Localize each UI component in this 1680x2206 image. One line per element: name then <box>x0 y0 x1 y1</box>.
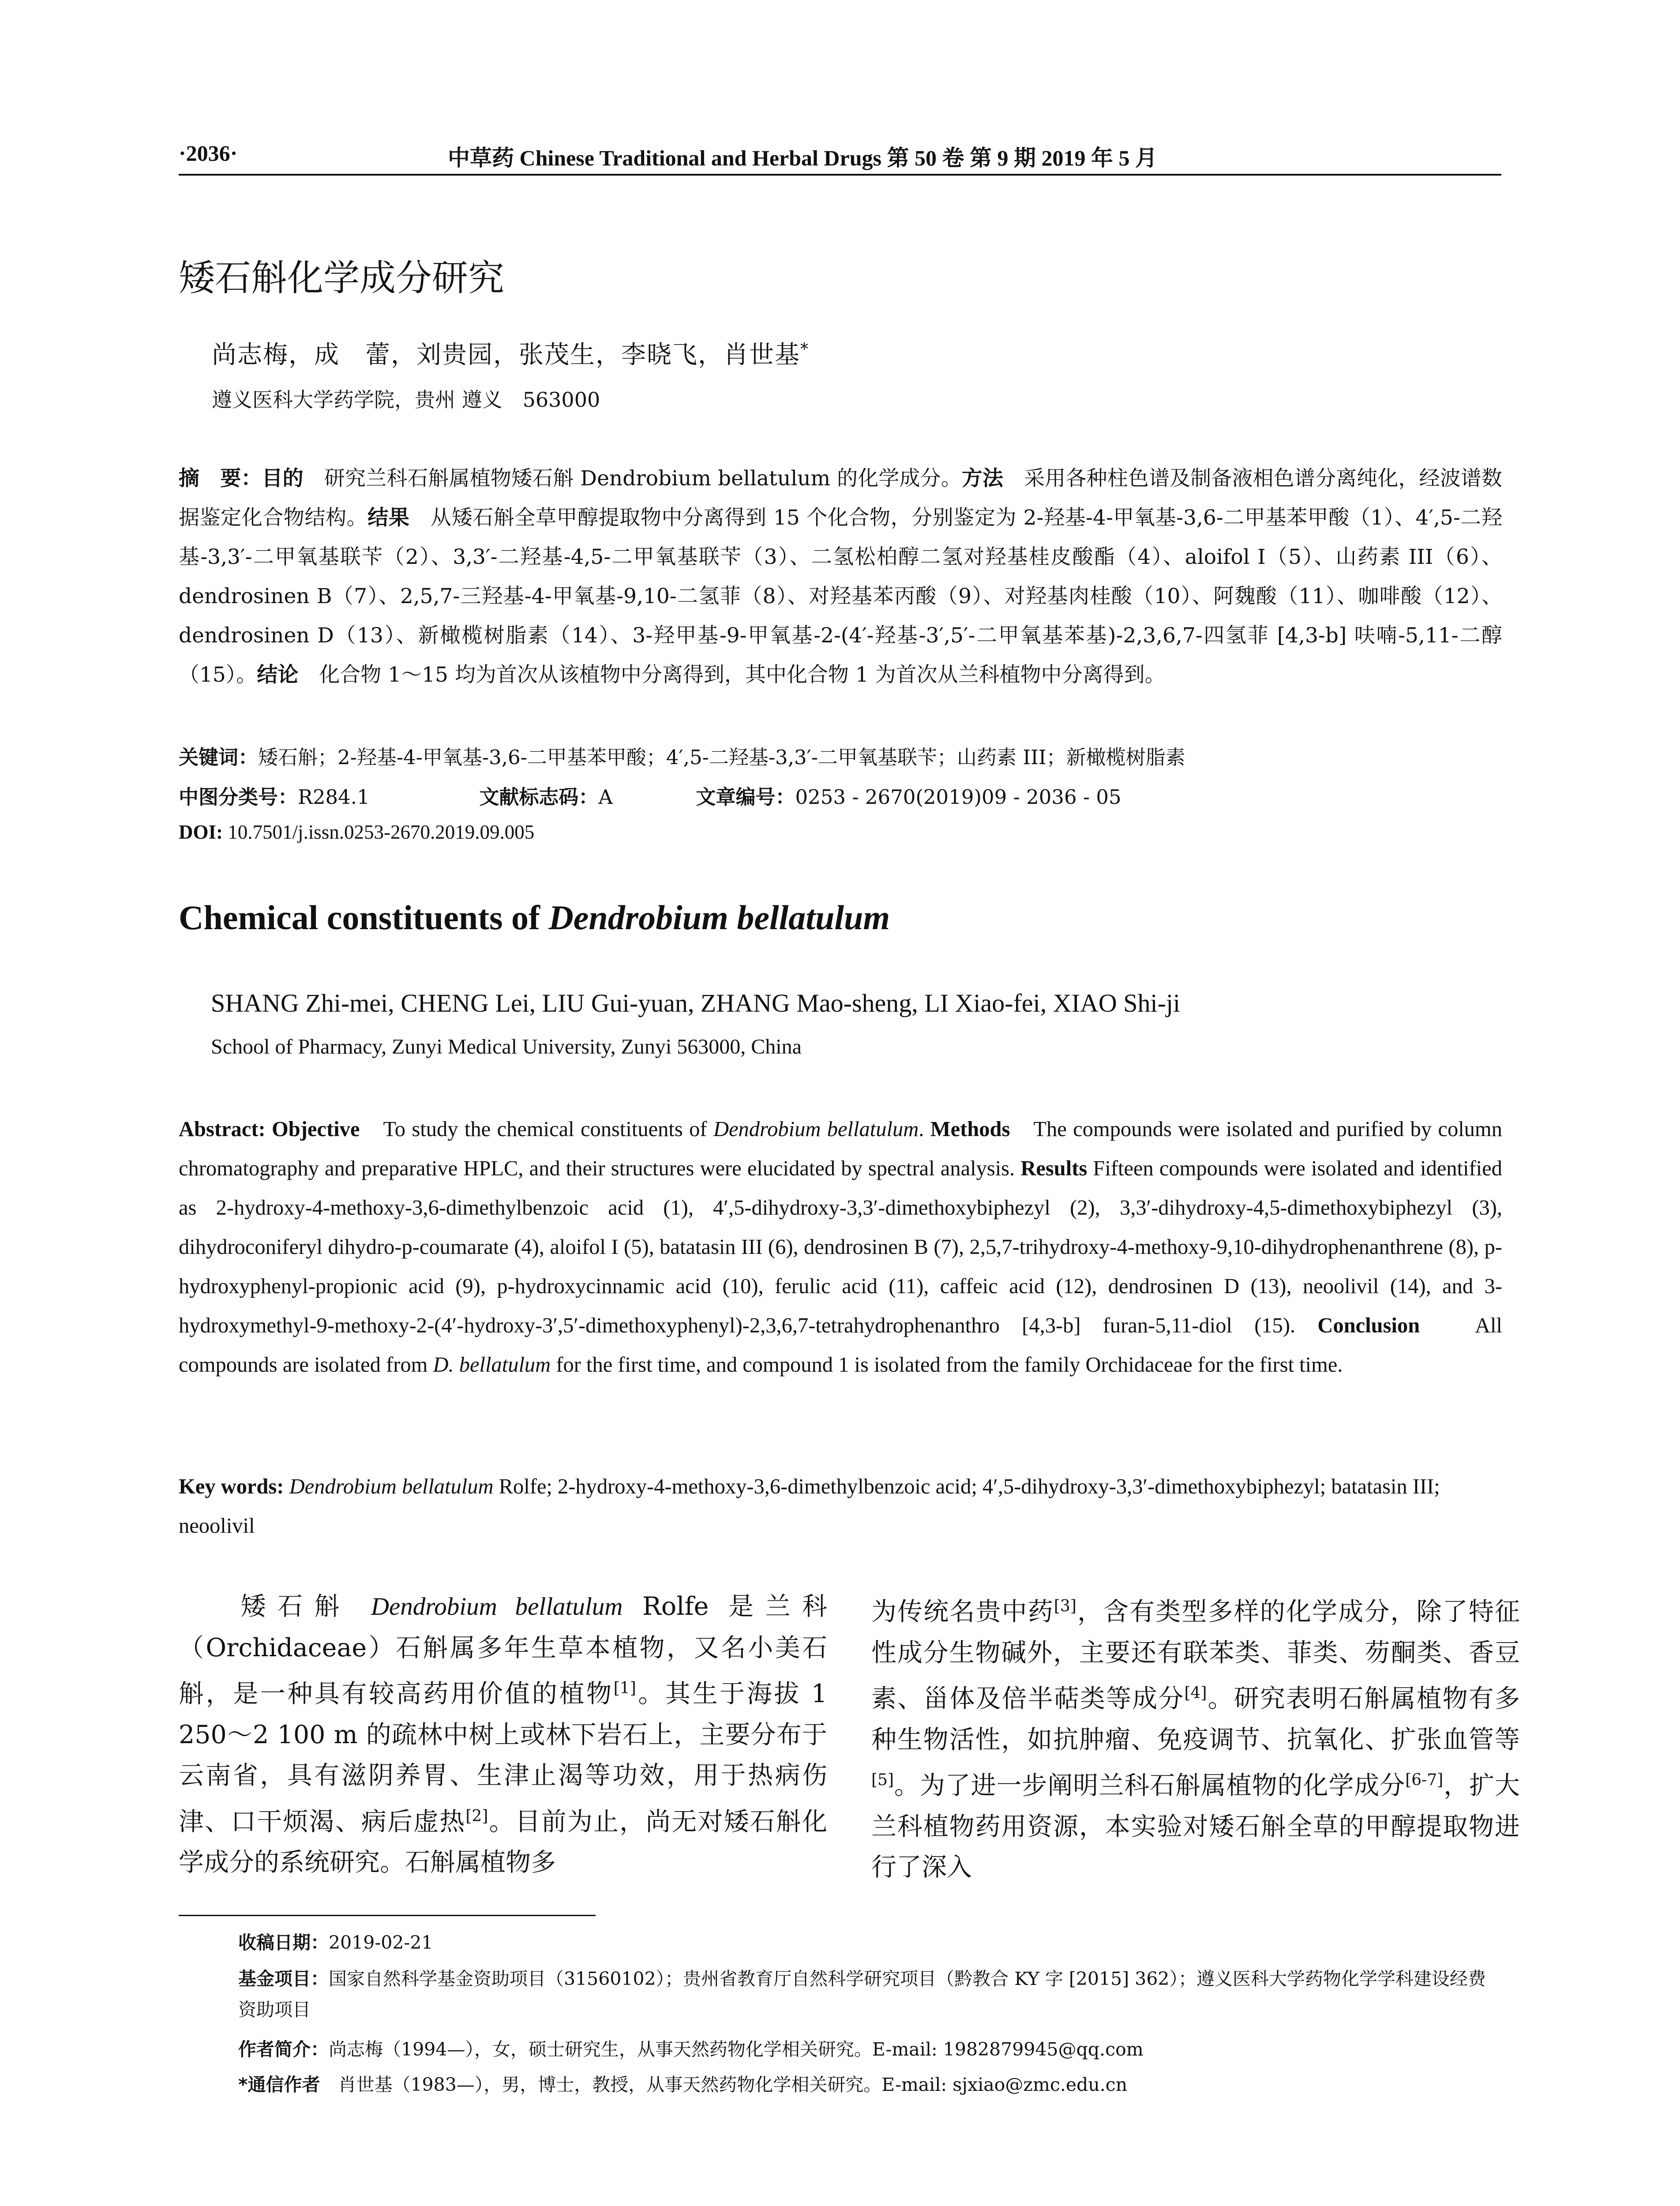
keywords-en: Key words: Dendrobium bellatulum Rolfe; 2-hydroxy-4-methoxy-3,6-dimethylbenzoic acid; 4′,5-dihydroxy-3,3′-dimethoxybiphezyl; batatasin III; neoolivil <box>179 1475 1440 1538</box>
abstract-label: 摘 要： <box>179 466 262 491</box>
citation-ref: [4] <box>1184 1684 1207 1702</box>
title-zh: 矮石斛化学成分研究 <box>179 257 505 299</box>
footnote-fund: 基金项目：国家自然科学基金资助项目（31560102）；贵州省教育厅自然科学研究项目（黔教合 KY 字 [2015] 362）；遵义医科大学药物化学学科建设经费资助项目 <box>238 1968 1486 2020</box>
corresponding-mark: * <box>800 340 809 359</box>
title-en: Chemical constituents of Dendrobium bellatulum <box>179 898 890 937</box>
doi-link: 10.7501/j.issn.0253-2670.2019.09.005 <box>223 821 535 843</box>
body-column-right: 为传统名贵中药[3]，含有类型多样的化学成分，除了特征性成分生物碱外，主要还有联苯类、菲类、芴酮类、香豆素、甾体及倍半萜类等成分[4]。研究表明石斛属植物有多种生物活性，如抗肿瘤、免疫调节、抗氧化、扩张血管等[5]。为了进一步阐明兰科石斛属植物的化学成分[6-7]，扩大兰科植物药用资源，本实验对矮石斛全草的甲醇提取物进行了深入 <box>871 1597 1520 1882</box>
doc-code: A <box>598 785 613 809</box>
footnote-rule <box>179 1915 596 1916</box>
citation-ref: [2] <box>465 1807 488 1825</box>
footnote-received: 收稿日期：2019-02-21 <box>238 1932 433 1953</box>
citation-ref: [3] <box>1054 1597 1076 1615</box>
citation-ref: [6-7] <box>1405 1771 1444 1789</box>
citation-ref: [5] <box>871 1771 894 1789</box>
running-header <box>179 140 1501 176</box>
header-rule <box>179 174 1501 176</box>
footnote-author: 作者简介：尚志梅（1994—），女，硕士研究生，从事天然药物化学相关研究。E-mail: 1982879945@qq.com <box>238 2039 1144 2060</box>
clc-number: R284.1 <box>298 785 370 809</box>
keywords-zh: 关键词：矮石斛；2-羟基-4-甲氧基-3,6-二甲基苯甲酸；4′,5-二羟基-3,3′-二甲氧基联苄；山药素 III；新橄榄树脂素 <box>179 746 1185 769</box>
affiliation-en: School of Pharmacy, Zunyi Medical University, Zunyi 563000, China <box>211 1035 802 1058</box>
article-number: 0253 - 2670(2019)09 - 2036 - 05 <box>795 785 1121 809</box>
classification-line: 中图分类号：R284.1 文献标志码：A 文章编号：0253 - 2670(2019)09 - 2036 - 05 <box>179 785 1121 809</box>
footnote-corresponding: *通信作者 肖世基（1983—），男，博士，教授，从事天然药物化学相关研究。E-mail: sjxiao@zmc.edu.cn <box>238 2074 1128 2095</box>
citation-ref: [1] <box>613 1679 636 1697</box>
abstract-zh: 摘 要：目的 研究兰科石斛属植物矮石斛 Dendrobium bellatulum 的化学成分。方法 采用各种柱色谱及制备液相色谱分离纯化，经波谱数据鉴定化合物结构。结果 从矮石斛全草甲醇提取物中分离得到 15 个化合物，分别鉴定为 2-羟基-4-甲氧基-3,6-二甲基苯甲酸（1）、4′,5-二羟基-3,3′-二甲氧基联苄（2）、3,3′-二羟基-4,5-二甲氧基联苄（3）、二氢松柏醇二氢对羟基桂皮酸酯（4）、aloifol I（5）、山药素 III（6）、dendrosinen B（7）、2,5,7-三羟基-4-甲氧基-9,10-二氢菲（8）、对羟基苯丙酸（9）、对羟基肉桂酸（10）、阿魏酸（11）、咖啡酸（12）、dendrosinen D（13）、新橄榄树脂素（14）、3-羟甲基-9-甲氧基-2-(4′-羟基-3′,5′-二甲氧基苯基)-2,3,6,7-四氢菲 [4,3-b] 呋喃-5,11-二醇（15）。结论 化合物 1～15 均为首次从该植物中分离得到，其中化合物 1 为首次从兰科植物中分离得到。 <box>179 466 1503 687</box>
body-column-left: 矮石斛 Dendrobium bellatulum Rolfe 是兰科（Orchidaceae）石斛属多年生草本植物，又名小美石斛，是一种具有较高药用价值的植物[1]。其生于海拔 1 250～2 100 m 的疏林中树上或林下岩石上，主要分布于云南省，具有滋阴养胃、生津止渴等功效，用于热病伤津、口干烦渴、病后虚热[2]。目前为止，尚无对矮石斛化学成分的系统研究。石斛属植物多 <box>179 1592 828 1877</box>
doi-line[interactable]: DOI: 10.7501/j.issn.0253-2670.2019.09.005 <box>179 821 535 843</box>
journal-info: 中草药 Chinese Traditional and Herbal Drugs 第 50 卷 第 9 期 2019 年 5 月 <box>448 146 1157 170</box>
abstract-en: Abstract: Objective To study the chemical constituents of Dendrobium bellatulum. Methods The compounds were isolated and purified by column chromatography and preparative HPLC, and their structures were elucidated by spectral analysis. Results Fifteen compounds were isolated and identified as 2-hydroxy-4-methoxy-3,6-dimethylbenzoic acid (1), 4′,5-dihydroxy-3,3′-dimethoxybiphezyl (2), 3,3′-dihydroxy-4,5-dimethoxybiphezyl (3), dihydroconiferyl dihydro-p-coumarate (4), aloifol I (5), batatasin III (6), dendrosinen B (7), 2,5,7-trihydroxy-4-methoxy-9,10-dihydrophenanthrene (8), p-hydroxyphenyl-propionic acid (9), p-hydroxycinnamic acid (10), ferulic acid (11), caffeic acid (12), dendrosinen D (13), neoolivil (14), and 3-hydroxymethyl-9-methoxy-2-(4′-hydroxy-3′,5′-dimethoxyphenyl)-2,3,6,7-tetrahydrophenanthro [4,3-b] furan-5,11-diol (15). Conclusion All compounds are isolated from D. bellatulum for the first time, and compound 1 is isolated from the family Orchidaceae for the first time. <box>179 1118 1503 1377</box>
authors-zh: 尚志梅，成 蕾，刘贵园，张茂生，李晓飞，肖世基* <box>212 340 809 369</box>
affiliation-zh: 遵义医科大学药学院，贵州 遵义 563000 <box>212 388 600 412</box>
authors-en: SHANG Zhi-mei, CHENG Lei, LIU Gui-yuan, ZHANG Mao-sheng, LI Xiao-fei, XIAO Shi-ji <box>211 989 1181 1017</box>
page-number: ·2036· <box>179 141 238 165</box>
